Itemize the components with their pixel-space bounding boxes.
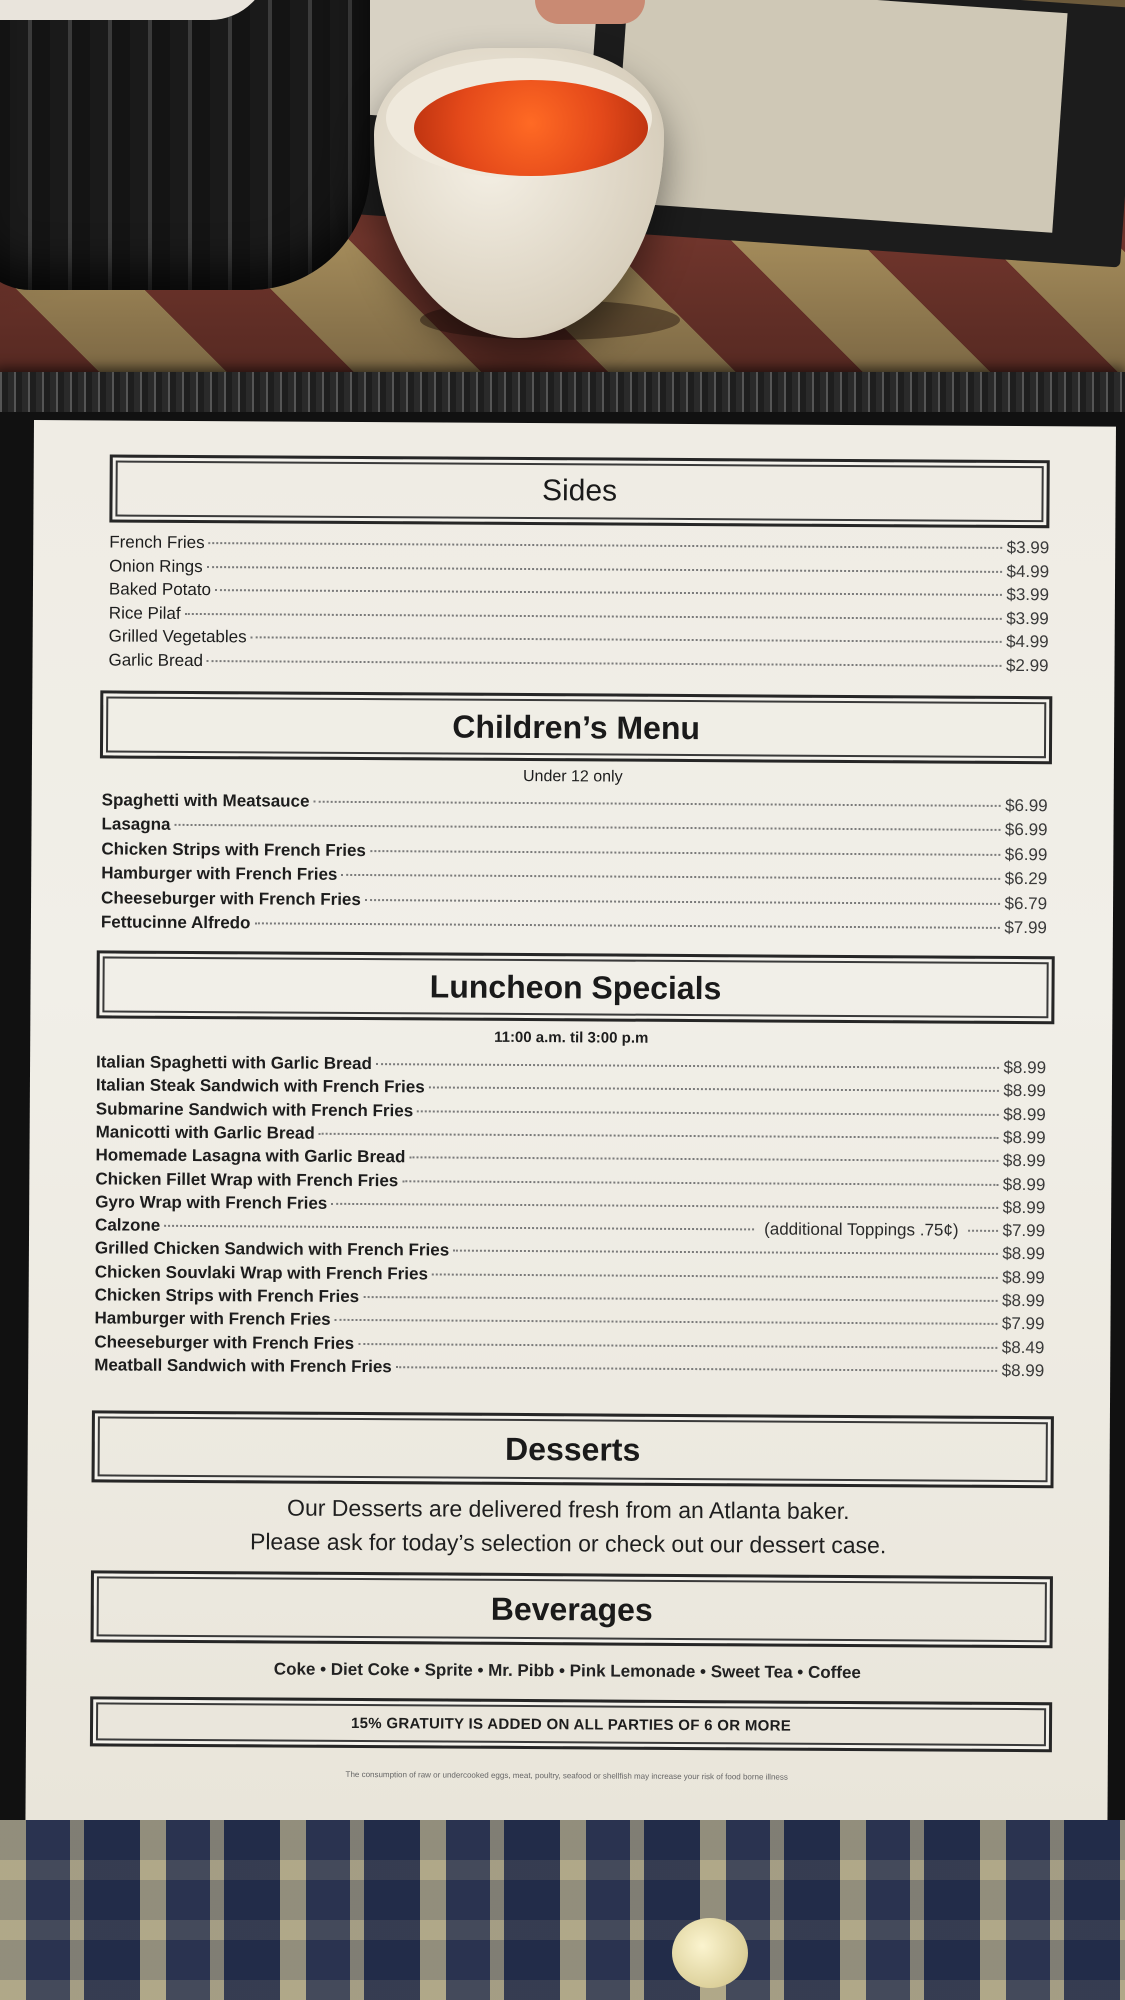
dot-leader — [969, 1230, 999, 1232]
dot-leader — [402, 1180, 999, 1186]
dot-leader — [319, 1133, 999, 1139]
menu-item-price: $8.99 — [1002, 1197, 1046, 1217]
desserts-line-2: Please ask for today’s selection or check out our dessert case. — [249, 1528, 887, 1559]
beverages-title: Beverages — [490, 1590, 653, 1628]
menu-item-name: Homemade Lasagna with Garlic Bread — [95, 1145, 406, 1167]
menu-item-price: $8.99 — [1002, 1290, 1045, 1311]
basket-napkin — [0, 0, 270, 20]
dot-leader — [331, 1203, 998, 1209]
menu-item-price: $7.99 — [1001, 1314, 1045, 1334]
plaid-shirt — [0, 1820, 1125, 2000]
dot-leader — [185, 613, 1003, 620]
childrens-menu-header-box — [100, 690, 1052, 764]
menu-item-price: $7.99 — [1002, 1221, 1046, 1241]
menu-page — [25, 420, 1116, 1827]
background-menu-page-right — [613, 0, 1067, 233]
menu-item-price: $8.49 — [1001, 1337, 1045, 1357]
menu-item-price: $7.99 — [1004, 917, 1047, 938]
desserts-line-1: Our Desserts are delivered fresh from an Atlanta baker. — [287, 1494, 850, 1525]
menu-item-price: $6.99 — [1004, 844, 1048, 864]
marinara-sauce — [414, 80, 648, 176]
dot-leader — [396, 1366, 998, 1372]
menu-item-name: Italian Steak Sandwich with French Fries — [95, 1075, 425, 1097]
menu-item-row — [101, 912, 1047, 938]
menu-item-row — [95, 1262, 1045, 1288]
menu-item-row — [96, 1052, 1046, 1078]
menu-item-row — [95, 1192, 1045, 1218]
menu-item-name: Meatball Sandwich with French Fries — [94, 1355, 392, 1377]
childrens-menu-title: Children’s Menu — [452, 708, 701, 746]
menu-item-row — [94, 1332, 1044, 1358]
menu-item-name: French Fries — [109, 532, 205, 553]
menu-item-price: $8.99 — [1003, 1081, 1046, 1101]
menu-item-price: $4.99 — [1006, 632, 1049, 652]
menu-item-price: $6.99 — [1004, 820, 1048, 840]
dot-leader — [409, 1156, 999, 1162]
sides-header-box — [109, 454, 1049, 528]
dot-leader — [417, 1110, 999, 1116]
menu-item-row — [96, 1076, 1046, 1102]
menu-item-row — [101, 815, 1047, 841]
menu-item-row — [102, 790, 1048, 816]
gratuity-box — [90, 1696, 1052, 1752]
menu-item-name: Cheeseburger with French Fries — [94, 1331, 355, 1353]
dot-leader — [363, 1296, 998, 1302]
cup-rim — [386, 58, 652, 178]
menu-item-name: Chicken Souvlaki Wrap with French Fries — [94, 1262, 429, 1284]
bread-basket — [0, 0, 370, 290]
menu-item-row — [96, 1099, 1046, 1125]
menu-item-price: $8.99 — [1002, 1174, 1046, 1194]
menu-item-name: Gyro Wrap with French Fries — [95, 1192, 328, 1213]
menu-item-row — [95, 1239, 1045, 1265]
menu-item-name: Spaghetti with Meatsauce — [101, 790, 310, 811]
childrens-menu-subtitle: Under 12 only — [522, 767, 623, 786]
menu-item-name: Cheeseburger with French Fries — [101, 888, 361, 909]
luncheon-specials-subtitle: 11:00 a.m. til 3:00 p.m — [494, 1028, 649, 1047]
menu-item-name: Grilled Chicken Sandwich with French Fries — [94, 1238, 450, 1260]
menu-item-price: $6.29 — [1004, 869, 1048, 889]
menu-item-price: $8.99 — [1002, 1151, 1046, 1171]
menu-item-row — [95, 1215, 1045, 1241]
menu-item-row — [109, 532, 1049, 558]
dot-leader — [335, 1319, 998, 1325]
gratuity-notice: 15% GRATUITY IS ADDED ON ALL PARTIES OF 6 OR MORE — [350, 1714, 792, 1735]
menu-item-row — [94, 1309, 1044, 1335]
menu-item-name: Italian Spaghetti with Garlic Bread — [96, 1052, 372, 1074]
luncheon-specials-header-box — [96, 950, 1054, 1024]
menu-item-row — [101, 888, 1047, 914]
dot-leader — [370, 850, 1001, 856]
dot-leader — [376, 1063, 1000, 1069]
menu-item-name: Rice Pilaf — [108, 603, 181, 623]
dot-leader — [207, 566, 1003, 573]
menu-item-price: $8.99 — [1002, 1244, 1045, 1264]
menu-item-price: $3.99 — [1006, 585, 1050, 605]
menu-item-price: $8.99 — [1001, 1360, 1045, 1381]
menu-item-row — [96, 1122, 1046, 1148]
menu-item-price: $3.99 — [1006, 537, 1050, 558]
menu-item-row — [95, 1146, 1045, 1172]
menu-item-price: $8.99 — [1003, 1127, 1046, 1148]
menu-item-row — [101, 864, 1047, 890]
binder-stitching — [0, 372, 1125, 412]
menu-item-row — [108, 650, 1048, 676]
menu-item-note: (additional Toppings .75¢) — [764, 1219, 959, 1240]
menu-item-name: Manicotti with Garlic Bread — [95, 1122, 315, 1143]
menu-item-row — [95, 1285, 1045, 1311]
menu-item-row — [109, 603, 1049, 629]
dot-leader — [313, 801, 1001, 807]
menu-item-price: $3.99 — [1006, 608, 1049, 628]
dot-leader — [209, 542, 1003, 549]
menu-item-name: Onion Rings — [109, 556, 203, 576]
desserts-header-box — [92, 1410, 1054, 1488]
dot-leader — [365, 899, 1001, 905]
menu-item-price: $8.99 — [1003, 1104, 1046, 1124]
beverages-header-box — [91, 1570, 1053, 1648]
menu-item-price: $4.99 — [1006, 561, 1050, 581]
menu-item-row — [94, 1355, 1044, 1381]
menu-item-name: Grilled Vegetables — [108, 626, 247, 647]
menu-item-name: Fettucinne Alfredo — [100, 912, 251, 933]
desserts-title: Desserts — [505, 1430, 641, 1468]
menu-item-price: $6.99 — [1005, 795, 1048, 816]
menu-item-name: Garlic Bread — [108, 650, 204, 671]
menu-item-name: Chicken Strips with French Fries — [94, 1285, 360, 1307]
shirt-button — [672, 1918, 748, 1988]
dot-leader — [341, 874, 1000, 880]
menu-item-name: Submarine Sandwich with French Fries — [95, 1098, 414, 1120]
dot-leader — [432, 1273, 998, 1278]
dot-leader — [251, 637, 1002, 644]
menu-item-row — [101, 839, 1047, 865]
dot-leader — [429, 1087, 1000, 1092]
menu-item-row — [109, 580, 1049, 606]
menu-item-name: Calzone — [95, 1215, 161, 1235]
menu-item-price: $2.99 — [1005, 655, 1049, 676]
beverages-list: Coke • Diet Coke • Sprite • Mr. Pibb • Pink Lemonade • Sweet Tea • Coffee — [273, 1659, 861, 1683]
menu-item-price: $8.99 — [1002, 1267, 1045, 1287]
dot-leader — [453, 1250, 998, 1255]
menu-item-name: Lasagna — [101, 814, 171, 835]
dot-leader — [164, 1225, 754, 1231]
menu-item-name: Chicken Fillet Wrap with French Fries — [95, 1168, 399, 1190]
dot-leader — [254, 922, 1000, 929]
menu-item-name: Baked Potato — [108, 579, 212, 600]
dot-leader — [175, 824, 1001, 831]
food-safety-disclaimer: The consumption of raw or undercooked eggs, meat, poultry, seafood or shellfish may increase your risk of food borne illness — [345, 1769, 788, 1782]
menu-item-row — [109, 556, 1049, 582]
dot-leader — [215, 589, 1002, 596]
menu-item-name: Chicken Strips with French Fries — [101, 839, 366, 860]
sides-title: Sides — [541, 474, 618, 508]
menu-item-name: Hamburger with French Fries — [101, 863, 338, 885]
menu-item-row — [109, 627, 1049, 653]
dot-leader — [358, 1343, 998, 1349]
menu-item-name: Hamburger with French Fries — [94, 1308, 331, 1330]
menu-item-price: $6.79 — [1004, 893, 1048, 913]
luncheon-specials-title: Luncheon Specials — [429, 967, 722, 1006]
dot-leader — [207, 660, 1002, 667]
hand — [535, 0, 645, 24]
menu-item-row — [95, 1169, 1045, 1195]
menu-item-price: $8.99 — [1003, 1057, 1047, 1078]
